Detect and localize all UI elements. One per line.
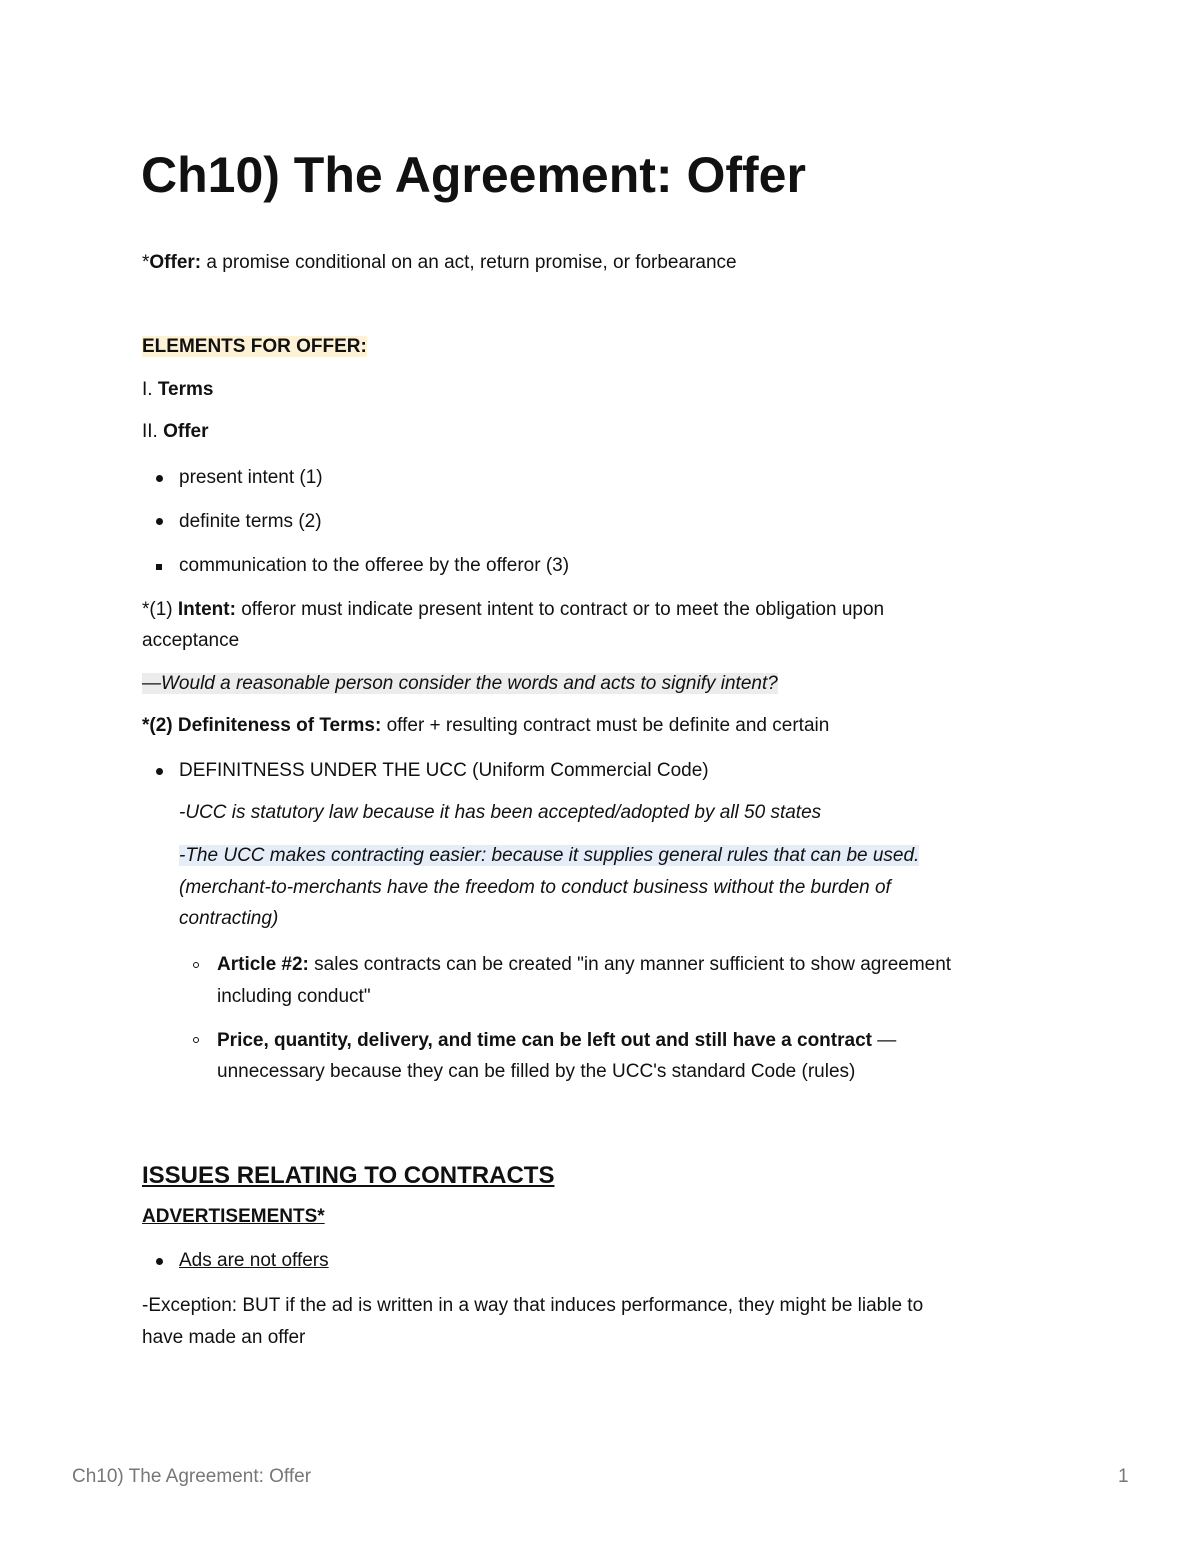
ucc-easier-1-text: -The UCC makes contracting easier: because it supplies general rules that can be used. bbox=[179, 845, 920, 866]
bullet-dot-icon bbox=[156, 768, 163, 775]
offer-text: a promise conditional on an act, return promise, or forbearance bbox=[201, 252, 737, 273]
exception-line-2: have made an offer bbox=[142, 1327, 306, 1348]
ucc-easier-3 bbox=[179, 903, 278, 934]
intent-line-2: acceptance bbox=[142, 630, 240, 651]
definiteness-line bbox=[142, 710, 829, 741]
list-item: definite terms (2) bbox=[179, 511, 322, 532]
bullet-circle-icon bbox=[193, 962, 199, 968]
elements-heading-text: ELEMENTS FOR OFFER: bbox=[142, 336, 367, 357]
article-2-text: sales contracts can be created "in any manner sufficient to show agreement bbox=[308, 954, 952, 975]
ucc-statutory-text: -UCC is statutory law because it has been accepted/adopted by all 50 states bbox=[179, 802, 822, 823]
list-item: communication to the offeree by the offeror (3) bbox=[179, 555, 570, 576]
intent-line bbox=[142, 594, 884, 625]
bullet-square-icon bbox=[156, 564, 162, 570]
element-ii-num: II. bbox=[142, 421, 164, 442]
definiteness-label: *(2) Definiteness of Terms: bbox=[142, 715, 382, 736]
article-2-line-2: including conduct" bbox=[217, 986, 371, 1007]
ucc-easier-1 bbox=[179, 840, 919, 871]
element-i-label: Terms bbox=[157, 379, 214, 400]
exception-line-1: -Exception: BUT if the ad is written in a way that induces performance, they might be liable to bbox=[142, 1295, 924, 1316]
article-2-label: Article #2: bbox=[217, 954, 309, 975]
ucc-easier-2-text: (merchant-to-merchants have the freedom to conduct business without the burden of bbox=[179, 877, 891, 898]
intent-question-text: —Would a reasonable person consider the words and acts to signify intent? bbox=[142, 673, 778, 694]
bullet-dot-icon bbox=[156, 475, 163, 482]
intent-label: Intent: bbox=[177, 599, 236, 620]
page-number: 1 bbox=[1118, 1466, 1129, 1487]
offer-label: Offer: bbox=[149, 252, 202, 273]
intent-question bbox=[142, 668, 778, 699]
bullet-dot-icon bbox=[156, 518, 163, 525]
elements-heading bbox=[142, 331, 367, 362]
element-offer bbox=[142, 416, 209, 447]
ucc-bullet: DEFINITNESS UNDER THE UCC (Uniform Commercial Code) bbox=[179, 760, 709, 781]
footer-title: Ch10) The Agreement: Offer bbox=[72, 1466, 312, 1487]
price-line bbox=[217, 1025, 896, 1056]
price-label: Price, quantity, delivery, and time can be left out and still have a contract bbox=[217, 1030, 872, 1051]
intent-text: offeror must indicate present intent to contract or to meet the obligation upon bbox=[235, 599, 885, 620]
page-title: Ch10) The Agreement: Offer bbox=[141, 147, 806, 203]
ucc-easier-2 bbox=[179, 872, 891, 903]
ucc-statutory bbox=[179, 797, 821, 828]
list-item: present intent (1) bbox=[179, 467, 323, 488]
element-terms bbox=[142, 374, 213, 405]
ads-bullet: Ads are not offers bbox=[179, 1250, 329, 1271]
element-ii-label: Offer bbox=[163, 421, 209, 442]
issues-heading: ISSUES RELATING TO CONTRACTS bbox=[142, 1162, 555, 1189]
definiteness-text: offer + resulting contract must be definite and certain bbox=[381, 715, 830, 736]
price-line-2: unnecessary because they can be filled by the UCC's standard Code (rules) bbox=[217, 1061, 856, 1082]
price-dash: — bbox=[871, 1030, 897, 1051]
article-2-line bbox=[217, 949, 951, 980]
offer-definition bbox=[142, 247, 737, 278]
intent-prefix: *(1) bbox=[142, 599, 178, 620]
element-i-num: I. bbox=[142, 379, 158, 400]
ads-heading: ADVERTISEMENTS* bbox=[142, 1206, 325, 1227]
ucc-easier-3-text: contracting) bbox=[179, 908, 279, 929]
offer-prefix: * bbox=[142, 252, 150, 273]
bullet-dot-icon bbox=[156, 1258, 163, 1265]
bullet-circle-icon bbox=[193, 1037, 199, 1043]
